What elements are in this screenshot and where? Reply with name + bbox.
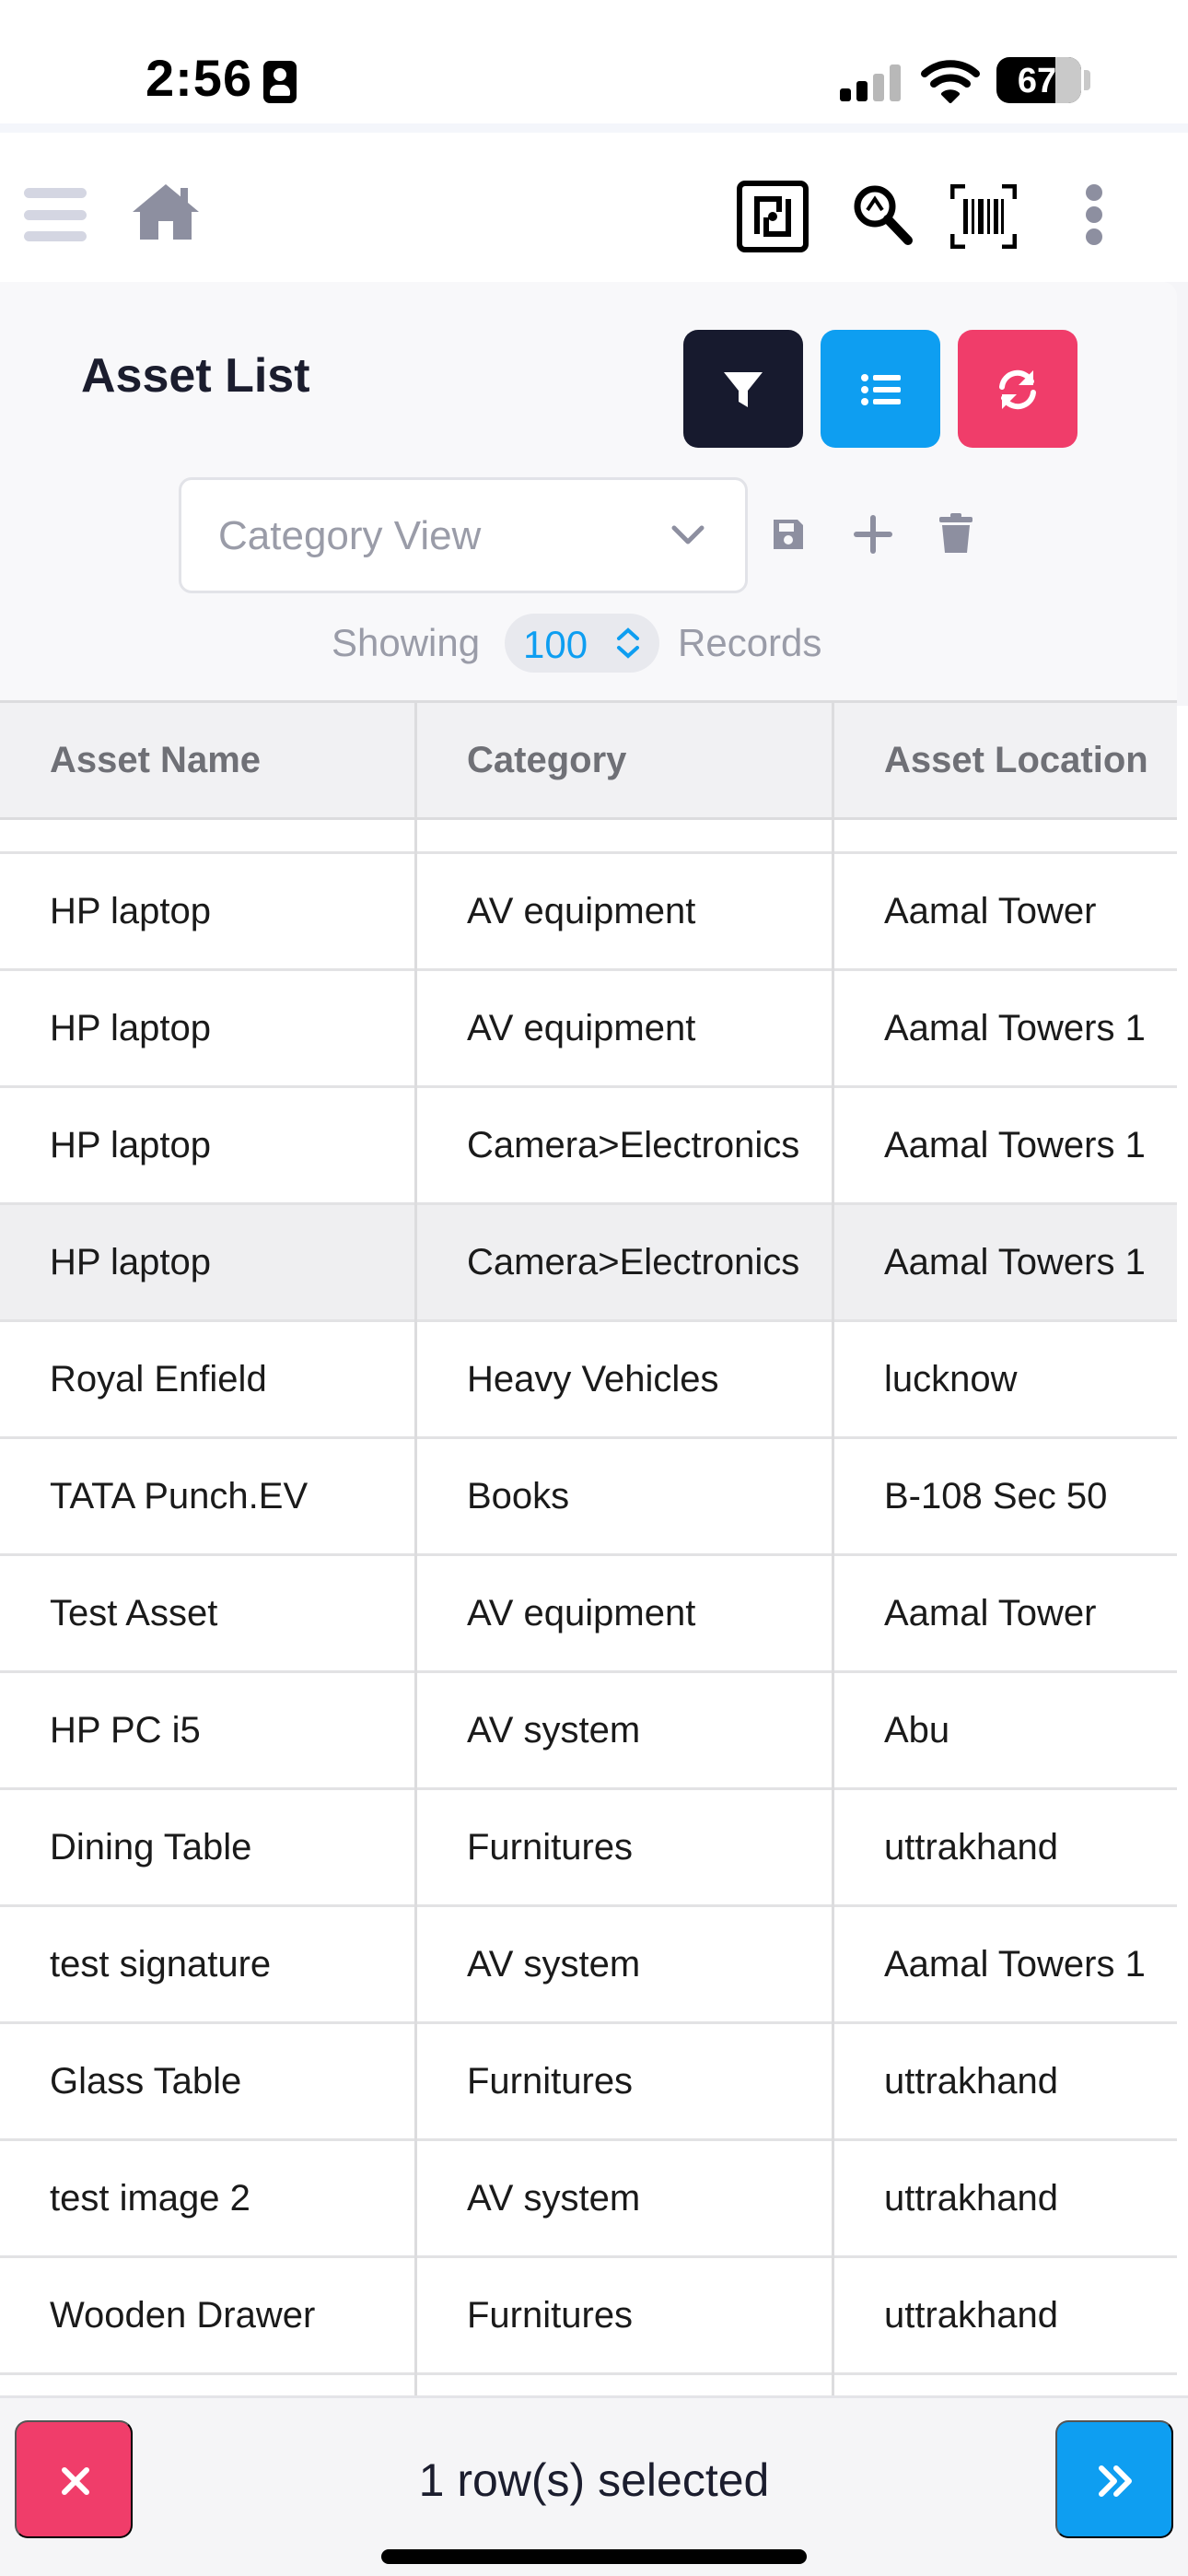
cell-asset-name: Wooden Drawer xyxy=(50,2295,316,2336)
contact-card-icon xyxy=(263,61,297,103)
table-row[interactable] xyxy=(0,1556,1177,1673)
status-time: 2:56 xyxy=(146,49,253,107)
cell-category: Furnitures xyxy=(467,2061,634,2102)
cell-asset-location: uttrakhand xyxy=(884,2295,1059,2336)
cell-asset-name: HP laptop xyxy=(50,891,211,931)
status-bar xyxy=(0,0,1188,123)
trash-icon[interactable] xyxy=(938,512,974,555)
table-row[interactable] xyxy=(0,1322,1177,1439)
cell-asset-location: uttrakhand xyxy=(884,2061,1059,2102)
home-indicator xyxy=(381,2549,807,2564)
selection-bar xyxy=(0,2395,1188,2576)
asset-table xyxy=(0,700,1177,2395)
cell-asset-location: Aamal Tower xyxy=(884,1593,1097,1633)
cell-asset-name: HP laptop xyxy=(50,1008,211,1048)
cell-asset-location: Aamal Tower xyxy=(884,891,1097,931)
selection-count: 1 row(s) selected xyxy=(418,2454,770,2506)
wifi-icon xyxy=(921,57,980,103)
cell-category: AV system xyxy=(467,2178,641,2219)
column-header-asset-location[interactable]: Asset Location xyxy=(884,740,1148,780)
view-select-value: Category View xyxy=(218,513,482,558)
cell-asset-name: Dining Table xyxy=(50,1827,252,1868)
battery-icon xyxy=(996,57,1081,103)
cell-asset-name: HP laptop xyxy=(50,1125,211,1165)
cell-category: AV equipment xyxy=(467,891,696,931)
table-row[interactable] xyxy=(0,1673,1177,1790)
table-row[interactable] xyxy=(0,1907,1177,2024)
table-header xyxy=(0,700,1177,820)
cell-asset-location: Abu xyxy=(884,1710,950,1751)
cell-category: Camera>Electronics xyxy=(467,1125,800,1165)
cell-asset-name: TATA Punch.EV xyxy=(50,1476,309,1516)
cell-category: Books xyxy=(467,1476,570,1516)
cell-category: AV equipment xyxy=(467,1008,696,1048)
cell-asset-name: Test Asset xyxy=(50,1593,218,1633)
cellular-signal-icon xyxy=(840,64,904,101)
table-row[interactable] xyxy=(0,2141,1177,2258)
cell-category: AV equipment xyxy=(467,1593,696,1633)
top-app-bar xyxy=(0,123,1188,282)
cell-category: Furnitures xyxy=(467,2295,634,2336)
table-row[interactable] xyxy=(0,1088,1177,1205)
filter-button[interactable] xyxy=(683,330,803,448)
list-icon xyxy=(857,367,903,413)
cell-asset-location: B-108 Sec 50 xyxy=(884,1476,1108,1516)
column-header-asset-name[interactable]: Asset Name xyxy=(50,740,262,780)
chevron-down-icon xyxy=(670,521,706,548)
save-icon[interactable] xyxy=(770,516,807,553)
cell-asset-location: Aamal Towers 1 xyxy=(884,1242,1146,1282)
chevron-up-down-icon xyxy=(613,626,643,660)
table-row[interactable] xyxy=(0,2258,1177,2375)
filter-icon xyxy=(720,367,766,413)
cell-asset-location: Aamal Towers 1 xyxy=(884,1125,1146,1165)
home-icon[interactable] xyxy=(131,181,201,241)
records-count-value: 100 xyxy=(523,623,588,666)
page-title: Asset List xyxy=(81,349,310,403)
refresh-button[interactable] xyxy=(958,330,1077,448)
cell-category: AV system xyxy=(467,1944,641,1985)
cell-asset-location: Aamal Towers 1 xyxy=(884,1008,1146,1048)
cell-asset-name: test image 2 xyxy=(50,2178,250,2219)
cell-asset-name: HP laptop xyxy=(50,1242,211,1282)
showing-label: Showing xyxy=(332,621,481,664)
table-row[interactable] xyxy=(0,2024,1177,2141)
table-row-partial xyxy=(0,820,1177,854)
cell-asset-name: Royal Enfield xyxy=(50,1359,267,1399)
barcode-scan-icon[interactable] xyxy=(950,184,1017,249)
table-row[interactable] xyxy=(0,854,1177,971)
records-label: Records xyxy=(678,621,822,664)
plus-icon[interactable] xyxy=(853,514,893,555)
cell-asset-location: lucknow xyxy=(884,1359,1018,1399)
table-row[interactable] xyxy=(0,1790,1177,1907)
records-per-page xyxy=(0,610,1188,674)
table-row[interactable] xyxy=(0,1439,1177,1556)
cell-category: AV system xyxy=(467,1710,641,1751)
next-action-button[interactable] xyxy=(1055,2420,1173,2538)
view-select[interactable] xyxy=(179,477,748,593)
cell-asset-location: uttrakhand xyxy=(884,2178,1059,2219)
table-row[interactable] xyxy=(0,1205,1177,1322)
cell-category: Heavy Vehicles xyxy=(467,1359,719,1399)
cell-asset-name: test signature xyxy=(50,1944,272,1985)
cell-asset-location: Aamal Towers 1 xyxy=(884,1944,1146,1985)
cell-asset-location: uttrakhand xyxy=(884,1827,1059,1868)
nfc-icon[interactable] xyxy=(737,181,809,252)
table-row[interactable] xyxy=(0,971,1177,1088)
cell-category: Furnitures xyxy=(467,1827,634,1868)
cell-asset-name: Glass Table xyxy=(50,2061,242,2102)
refresh-icon xyxy=(995,367,1041,413)
battery-level: 67 xyxy=(1017,62,1057,100)
records-count-select[interactable] xyxy=(505,614,659,673)
list-view-button[interactable] xyxy=(821,330,940,448)
search-icon[interactable] xyxy=(851,182,914,247)
cell-asset-name: HP PC i5 xyxy=(50,1710,201,1751)
hamburger-icon[interactable] xyxy=(24,188,87,241)
column-header-category[interactable]: Category xyxy=(467,740,627,780)
double-chevron-right-icon xyxy=(1096,2463,1136,2500)
cell-category: Camera>Electronics xyxy=(467,1242,800,1282)
more-vertical-icon[interactable] xyxy=(1083,184,1105,245)
